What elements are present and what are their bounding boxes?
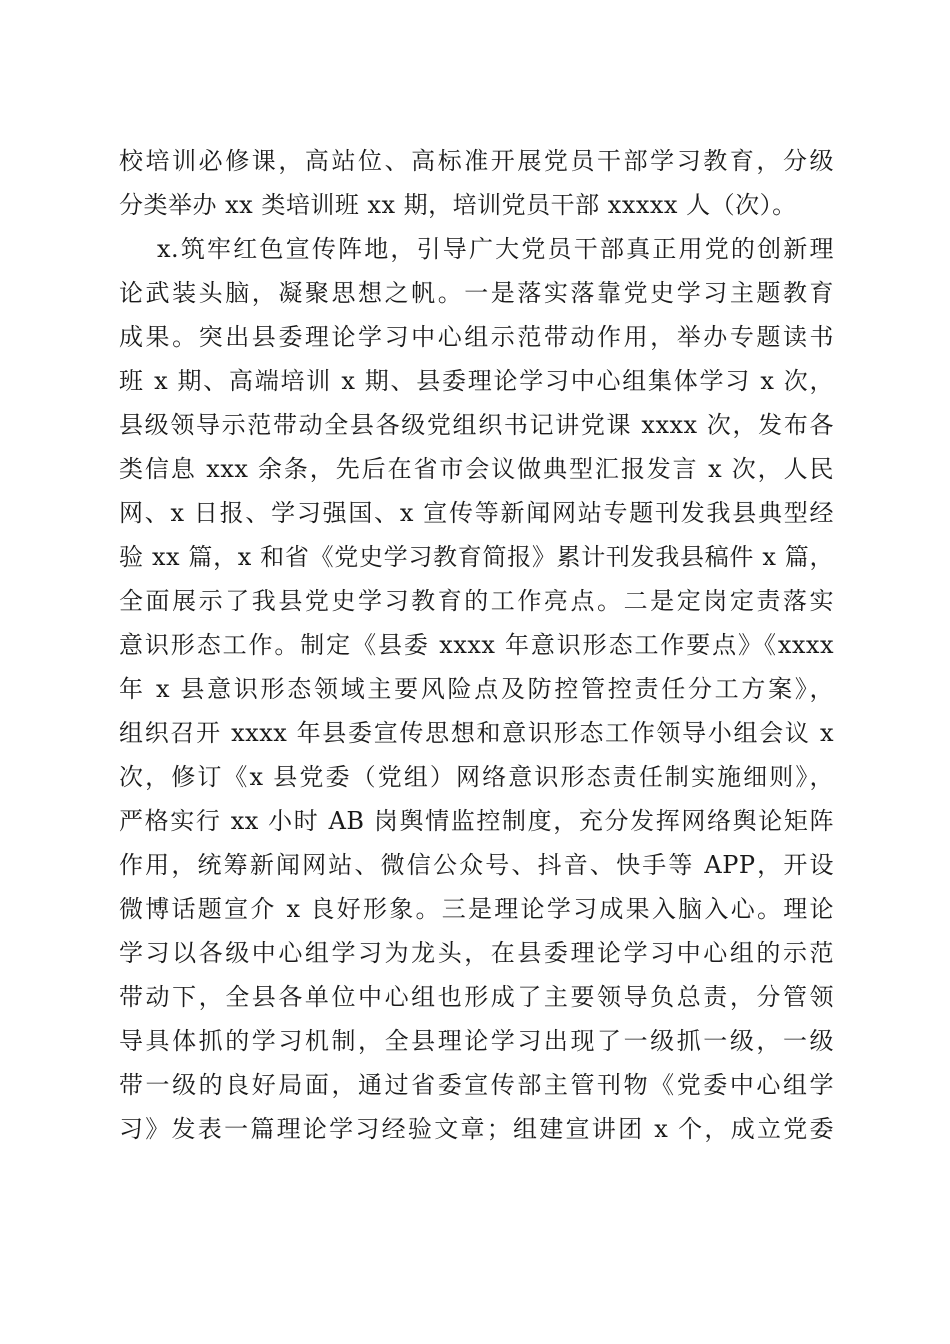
text-line: 论武装头脑，凝聚思想之帆。一是落实落靠党史学习主题教育 [119,279,834,307]
text-line: 组织召开 xxxx 年县委宣传思想和意识形态工作领导小组会议 x [119,719,834,747]
text-line: 验 xx 篇，x 和省《党史学习教育简报》累计刊发我县稿件 x 篇， [119,543,834,571]
text-line: 带动下，全县各单位中心组也形成了主要领导负总责，分管领 [119,983,834,1011]
paragraph-training [119,139,834,227]
text-line: 学习以各级中心组学习为龙头，在县委理论学习中心组的示范 [119,939,834,967]
text-line: 分类举办 xx 类培训班 xx 期，培训党员干部 xxxxx 人（次）。 [119,191,797,219]
text-line: x.筑牢红色宣传阵地，引导广大党员干部真正用党的创新理 [157,235,834,263]
text-line: 导具体抓的学习机制，全县理论学习出现了一级抓一级，一级 [119,1027,834,1055]
text-line: 微博话题宣介 x 良好形象。三是理论学习成果入脑入心。理论 [119,895,834,923]
text-line: 习》发表一篇理论学习经验文章；组建宣讲团 x 个，成立党委 [119,1115,834,1143]
text-line: 严格实行 xx 小时 AB 岗舆情监控制度，充分发挥网络舆论矩阵 [119,807,834,835]
text-line: 次，修订《x 县党委（党组）网络意识形态责任制实施细则》， [119,763,834,791]
text-line: 年 x 县意识形态领域主要风险点及防控管控责任分工方案》， [119,675,834,703]
text-line: 成果。突出县委理论学习中心组示范带动作用，举办专题读书 [119,323,834,351]
text-line: 县级领导示范带动全县各级党组织书记讲党课 xxxx 次，发布各 [119,411,834,439]
text-line: 意识形态工作。制定《县委 xxxx 年意识形态工作要点》《xxxx [119,631,834,659]
text-line: 班 x 期、高端培训 x 期、县委理论学习中心组集体学习 x 次， [119,367,834,395]
text-line: 网、x 日报、学习强国、x 宣传等新闻网站专题刊发我县典型经 [119,499,834,527]
text-line: 作用，统筹新闻网站、微信公众号、抖音、快手等 APP，开设 [119,851,834,879]
paragraph-propaganda [119,227,834,1151]
body-text [119,139,834,1151]
text-line: 带一级的良好局面，通过省委宣传部主管刊物《党委中心组学 [119,1071,834,1099]
text-line: 校培训必修课，高站位、高标准开展党员干部学习教育，分级 [119,147,834,175]
text-line: 全面展示了我县党史学习教育的工作亮点。二是定岗定责落实 [119,587,834,615]
text-line: 类信息 xxx 余条，先后在省市会议做典型汇报发言 x 次，人民 [119,455,834,483]
